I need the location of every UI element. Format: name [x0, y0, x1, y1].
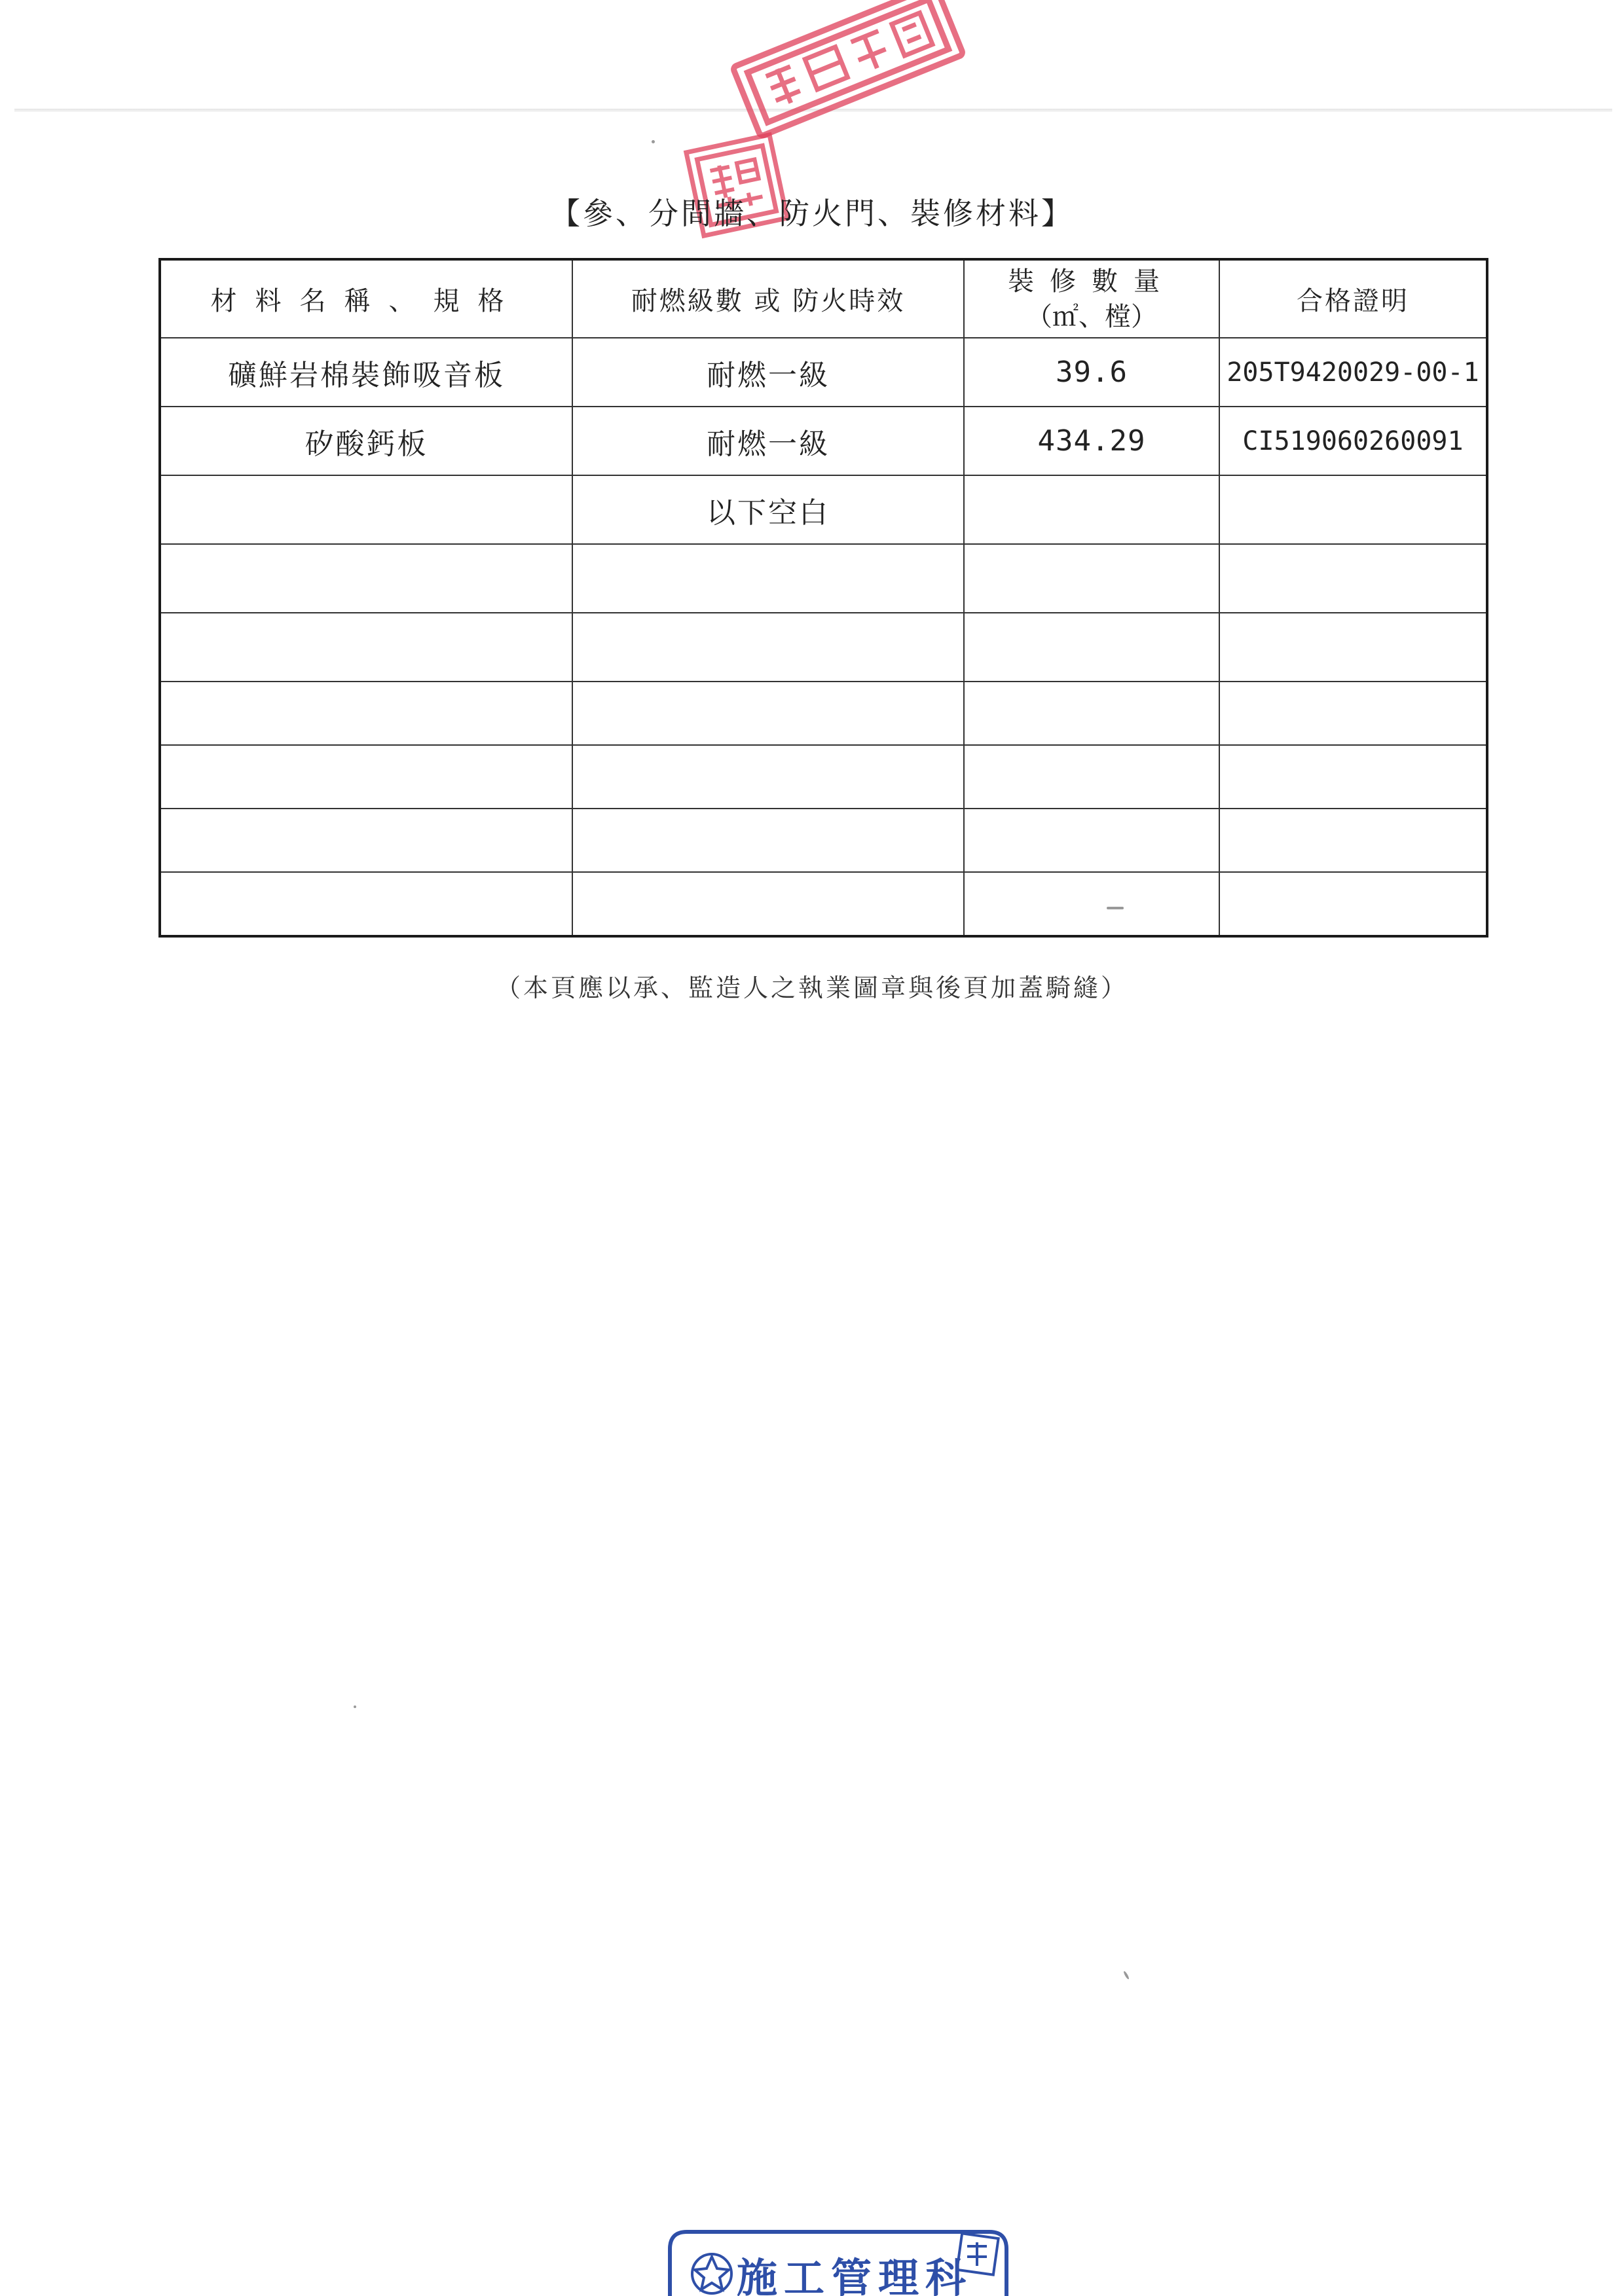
cell-quantity: 434.29 — [964, 407, 1219, 475]
table-row — [160, 872, 1487, 936]
cell-certificate: 205T9420029-00-1 — [1219, 338, 1487, 407]
cell-certificate — [1219, 809, 1487, 872]
cell-blank-below-note: 以下空白 — [572, 475, 964, 544]
cell-fire-rating — [572, 682, 964, 745]
scan-speck — [354, 1705, 356, 1708]
table-row — [160, 745, 1487, 809]
header-quantity — [964, 259, 1219, 338]
cell-fire-rating — [572, 613, 964, 682]
table-row — [160, 613, 1487, 682]
cell-fire-rating: 耐燃一級 — [572, 338, 964, 407]
header-quantity-unit: （㎡、樘） — [1026, 301, 1157, 332]
red-seal-stamp — [726, 0, 970, 143]
cell-material — [160, 809, 572, 872]
document-title: 【參、分間牆、防火門、裝修材料】 — [550, 196, 1074, 231]
scan-speck — [1123, 1971, 1130, 1980]
materials-table — [158, 258, 1488, 938]
cell-certificate — [1219, 613, 1487, 682]
cell-certificate: CI519060260091 — [1219, 407, 1487, 475]
cell-quantity — [964, 544, 1219, 613]
cell-quantity — [964, 613, 1219, 682]
cell-quantity — [964, 745, 1219, 809]
blue-approval-stamp — [665, 2223, 1012, 2296]
cell-fire-rating: 耐燃一級 — [572, 407, 964, 475]
cell-material — [160, 872, 572, 936]
table-header-row — [160, 259, 1487, 338]
cell-fire-rating — [572, 544, 964, 613]
cell-fire-rating — [572, 809, 964, 872]
cell-quantity — [964, 809, 1219, 872]
svg-text:施工管理科: 施工管理科 — [736, 2254, 973, 2296]
header-fire-rating: 耐燃級數 或 防火時效 — [572, 259, 964, 338]
header-certificate: 合格證明 — [1219, 259, 1487, 338]
table-row — [160, 544, 1487, 613]
table-row — [160, 475, 1487, 544]
cell-material — [160, 745, 572, 809]
table-row — [160, 809, 1487, 872]
cell-material — [160, 682, 572, 745]
page-footnote: （本頁應以承、監造人之執業圖章與後頁加蓋騎縫） — [495, 974, 1128, 1002]
cell-certificate — [1219, 745, 1487, 809]
header-material-spec: 材料名稱、規格 — [160, 259, 572, 338]
scan-speck — [652, 140, 655, 143]
cell-quantity — [964, 682, 1219, 745]
cell-material — [160, 475, 572, 544]
cell-fire-rating — [572, 745, 964, 809]
table-row — [160, 338, 1487, 407]
table-row — [160, 682, 1487, 745]
cell-certificate — [1219, 682, 1487, 745]
cell-material — [160, 544, 572, 613]
cell-quantity: 39.6 — [964, 338, 1219, 407]
cell-quantity — [964, 475, 1219, 544]
cell-material: 矽酸鈣板 — [160, 407, 572, 475]
cell-material: 礦鮮岩棉裝飾吸音板 — [160, 338, 572, 407]
cell-certificate — [1219, 872, 1487, 936]
table-row — [160, 407, 1487, 475]
cell-certificate — [1219, 544, 1487, 613]
cell-certificate — [1219, 475, 1487, 544]
cell-material — [160, 613, 572, 682]
cell-fire-rating — [572, 872, 964, 936]
cell-quantity — [964, 872, 1219, 936]
header-quantity-label: 裝修數量 — [1008, 266, 1175, 297]
